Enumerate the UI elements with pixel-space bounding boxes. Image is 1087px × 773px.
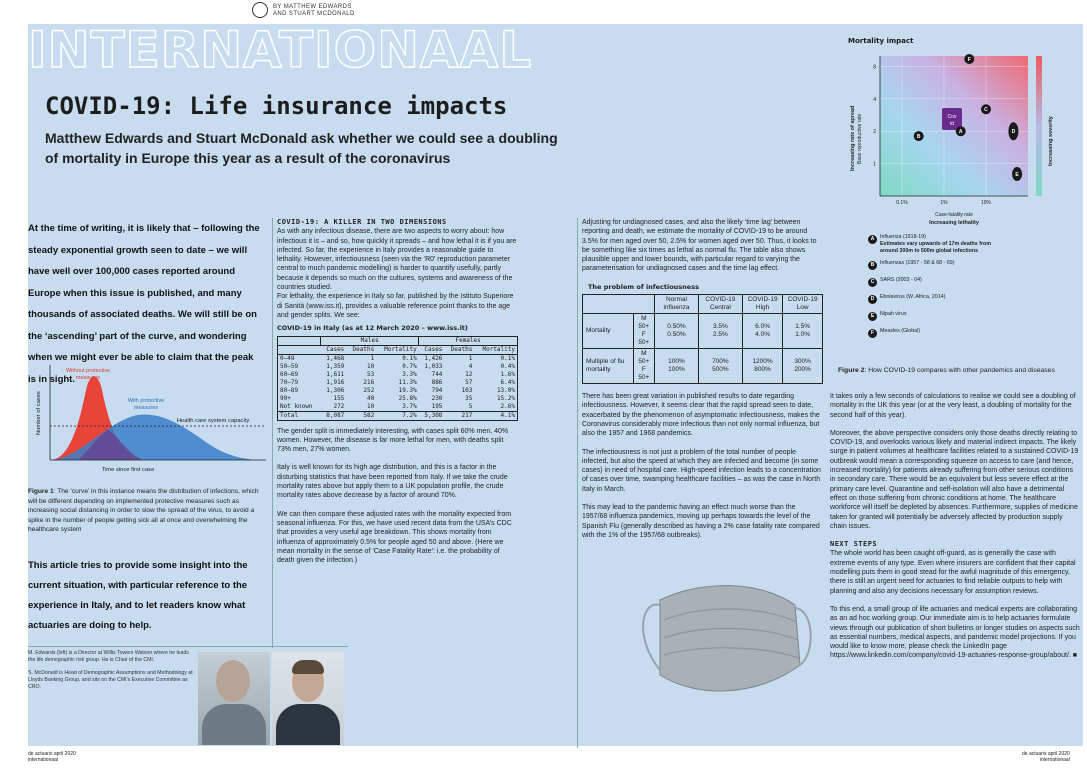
x-tick-label: 0.1% [896, 200, 908, 206]
author-photo-mcdonald [272, 652, 344, 745]
table-cell: 10 [366, 362, 375, 370]
table-cell: 1,468 [326, 354, 345, 362]
table-cell: 7.2% [376, 411, 419, 420]
table-cell: 6.0% 4.0% [742, 314, 782, 349]
table-row [278, 411, 518, 420]
table-cell: 1,426 [424, 354, 443, 362]
table-header-cell: Deaths [444, 345, 474, 354]
table-header-cell: Mortality [376, 345, 419, 354]
legend-note: Estimates vary upwards of 17m deaths from around 300m to 500m global infections [880, 241, 991, 254]
y-tick-label: 2 [873, 129, 876, 136]
footer-section: internationaal [1039, 757, 1070, 763]
table-row [278, 379, 518, 387]
legend-item [868, 260, 1005, 277]
italy-table-title: COVID-19 in Italy (as at 12 March 2020 – www.iss.it) [277, 324, 468, 333]
shoulders-shape [202, 704, 266, 745]
legend-key-icon: F [868, 329, 877, 338]
table-cell: 794 [431, 386, 443, 394]
table-cell: 50–59 [280, 362, 299, 370]
article-column-2 [277, 218, 517, 574]
paragraph: We can then compare these adjusted rates with the mortality expected from seasonal influenza. For this, we have used recent data from the USA’s CDC that provides a very useful age breakdown. This shows mortality from influenza of approximately 0.5% for people aged 50 and above. (Here we mean mortality in the sense of ‘Case Fatality Rate’: i.e. the probability of death given the infection.) [277, 510, 512, 565]
legend-item [868, 294, 1005, 311]
legend-item [868, 234, 1005, 260]
figure-2-caption-text: : How COVID-19 compares with other pandemics and diseases [864, 367, 1055, 374]
table-cell: 1 [370, 354, 375, 362]
section-heading: COVID-19: A KILLER IN TWO DIMENSIONS [277, 218, 447, 226]
paragraph: The gender split is immediately interesting, with cases split 60% men, 40% women. However, the disease is far more lethal for men, with deaths split 73% men, 27% women. [277, 427, 509, 454]
magazine-logo-icon [252, 2, 268, 18]
table-cell: 230 [431, 394, 443, 402]
figure-2-title: Mortality impact [848, 37, 914, 45]
table-cell: 70–79 [280, 378, 299, 386]
table-row [278, 371, 518, 379]
table-row [583, 314, 823, 349]
table-header-cell: COVID-19 Low [783, 295, 823, 314]
table-cell: 700% 500% [698, 349, 742, 384]
paragraph: For lethality, the experience in Italy so far, published by the Istituto Superiore di Sanità (www.iss.it), provides a valuable reference point thanks to the age and gender splits. We see: [277, 293, 514, 319]
paragraph: The whole world has been caught off-guard, as is generally the case with extreme events of any type. Even where insurers are confident that their capital modelling puts them in good stead for the awful magnitude of this emergency, there is still an urgent need for actuaries to find reliable outputs to help with planning and also any decisions necessary for assumption reviews. [830, 550, 1076, 595]
table-cell: Not known [280, 402, 313, 410]
paragraph: Italy is well known for its high age distribution, and this is a factor in the disturbing statistics that have been reported from Italy. If we take the crude mortality rates above but apply them to a UK population profile, the crude mortality rates above decrease by a factor of around 70%. [277, 464, 508, 500]
suit-shape [276, 704, 340, 745]
table-cell: 1 [468, 354, 473, 362]
table-header-cell: Cases [419, 345, 445, 354]
figure1-xlabel: Time since first case [101, 467, 155, 473]
table-cell: 35 [465, 394, 473, 402]
disease-point-label: A [958, 129, 963, 136]
legend-key-icon: A [868, 235, 877, 244]
y-tick-label: 1 [873, 161, 876, 168]
table-cell: 25.8% [398, 394, 417, 402]
table-cell: Mortality [583, 314, 634, 349]
figure-1-caption-text: : The ‘curve’ in this instance means the distribution of infections, which will be different depending on implemented protective measures such as increasing social distancing in order to slow the spread of the virus, to avoid a spike in the number of people getting sick all at once and overwhelming the healthcare system [28, 488, 259, 533]
legend-label: Ebolavirus (W. Africa, 2014) [880, 294, 946, 300]
table-cell: 5,308 [419, 411, 445, 420]
table-cell: 0.1% [402, 354, 417, 362]
table-row [278, 395, 518, 403]
table-cell: 1.5% 1.0% [783, 314, 823, 349]
legend-key-icon: B [868, 261, 877, 270]
table-cell: 1,306 [326, 386, 345, 394]
infectiousness-table-title: The problem of infectiousness [588, 282, 699, 291]
table-body [583, 314, 823, 384]
legend-item [868, 311, 1005, 328]
paragraph: As with any infectious disease, there are two aspects to worry about: how infectious it is – and so, how quickly it spreads – and how lethal it is if you are infected. So far, the experience in Italy provides a reasonable guide to lethality. However, infectiousness (seen via the ‘R0’ reproduction parameter central to much pandemic modelling) is harder to quantify usefully, partly because it depends so much on the cultures, systems and awareness of the countries studied. [277, 228, 517, 292]
table-cell: 10 [366, 402, 375, 410]
disease-point-label: C [984, 107, 988, 114]
legend-label: Nipah virus [880, 311, 907, 317]
article-intro-2: This article tries to provide some insight into the current situation, with particular reference to the experience in Italy, and to let readers know what actuaries are doing to help. [28, 560, 248, 631]
table-cell: 0–49 [280, 354, 295, 362]
covid-marker-label: Cov [947, 114, 957, 120]
table-header-row [583, 295, 823, 314]
figure-1-curve [28, 360, 268, 480]
table-cell: 6.4% [500, 378, 515, 386]
label-with-measures: With protective measures [127, 398, 165, 411]
table-cell: 216 [363, 378, 375, 386]
bio-edwards: M. Edwards (left) is a Director at Willis Towers Watson where he leads the life demographic risk group. He is Chair of the CMI. [28, 650, 189, 663]
column-divider [272, 218, 273, 648]
section-heading: NEXT STEPS [830, 540, 878, 549]
disease-point-label: D [1011, 129, 1016, 136]
table-header-cell [278, 345, 321, 354]
table-row [278, 363, 518, 371]
x-tick-label: 1% [940, 200, 948, 206]
table-cell: 60–69 [280, 370, 299, 378]
legend-label: SARS (2003 - 04) [880, 277, 922, 283]
article-title: COVID-19: Life insurance impacts [45, 92, 508, 120]
figure-1-caption [28, 487, 263, 535]
author-bios [28, 650, 193, 691]
top-byline [273, 4, 355, 18]
table-cell: 57 [465, 378, 473, 386]
table-cell: 2.6% [500, 402, 515, 410]
article-column-4 [830, 392, 1080, 670]
disease-point-label: B [916, 133, 921, 140]
disease-point-label: E [1015, 171, 1019, 178]
table-cell: 1200% 800% [742, 349, 782, 384]
article-standfirst: Matthew Edwards and Stuart McDonald ask whether we could see a doubling of mortality in Europe this year as a result of the coronavirus [45, 130, 558, 166]
table-cell: 1,916 [326, 378, 345, 386]
table-cell: 3.3% [402, 370, 417, 378]
figure1-ylabel: Number of cases [36, 391, 42, 435]
table-cell: 1,359 [326, 362, 345, 370]
figure2-ylabel-1: Increasing rate of spread [850, 105, 856, 171]
figure-2-legend [868, 234, 1005, 345]
bio-mcdonald: S. McDonald is Head of Demographic Assumptions and Methodology at Lloyds Banking Group, and sits on the CMI’s Executive Committee as CRO. [28, 670, 193, 690]
paragraph: It takes only a few seconds of calculations to realise we could see a doubling of mortality in the UK this year (or at the very least, a doubling of mortality for the second half of this year). [830, 393, 1076, 419]
table-header-cell: Cases [321, 345, 347, 354]
table-cell: 0.4% [500, 362, 515, 370]
table-header-cell: Normal influenza [655, 295, 699, 314]
table-cell: 1,611 [326, 370, 345, 378]
table-row [278, 403, 518, 412]
table-cell: 100% 100% [655, 349, 699, 384]
table-cell: 12 [465, 370, 473, 378]
table-cell: 0.7% [402, 362, 417, 370]
table-cell: M 50+ F 50+ [633, 349, 654, 384]
footer-left [28, 751, 76, 763]
table-cell: 4 [468, 362, 473, 370]
table-cell: 195 [431, 402, 443, 410]
table-cell: 19.3% [398, 386, 417, 394]
paragraph: There has been great variation in published results to date regarding infectiousness. However, it seems clear that the rapid spread seen to date, exacerbated by the phenomenon of asymptomatic infectiousness, makes the Coronavirus considerably more infectious than not only normal influenza, but also the 1957 and 1968 pandemics. [582, 393, 820, 438]
face-shape [216, 660, 250, 702]
paragraph: The infectiousness is not just a problem of the total number of people infected, but also the speed at which they are infected and become (in some cases) in need of hospital care. High-speed infection leads to a concentration of cases over time, swamping healthcare facilities – as was the case in North Italy in March. [582, 448, 821, 493]
table-cell: 252 [363, 386, 375, 394]
table-cell: 886 [431, 378, 443, 386]
severity-bar [1036, 56, 1042, 196]
table-cell: 5 [468, 402, 473, 410]
table-body [278, 354, 518, 420]
figure2-ylabel-2: Base reproductive rate [857, 113, 863, 164]
table-cell: 1.6% [500, 370, 515, 378]
footer-right [1022, 751, 1070, 763]
byline-line-2: AND STUART MCDONALD [273, 11, 355, 17]
x-tick-label: 10% [980, 200, 991, 206]
table-cell: 11.3% [398, 378, 417, 386]
table-cell: 13.0% [496, 386, 515, 394]
paragraph: This may lead to the pandemic having an effect much worse than the 1957/68 influenza pandemics, moving up perhaps towards the level of the Spanish Flu (generally described as having a 2% case fatality rate compared with the 1% of the 1957/68 outbreaks). [582, 504, 820, 539]
table-header-cell: Mortality [474, 345, 517, 354]
table-header-cell [583, 295, 655, 314]
hair-shape [292, 660, 324, 674]
table-cell: Total [278, 411, 321, 420]
table-cell: 0.50% 0.50% [655, 314, 699, 349]
byline-line-1: BY MATTHEW EDWARDS [273, 4, 352, 10]
paragraph: Adjusting for undiagnosed cases, and also the likely ‘time lag’ between reporting and death, we estimate the mortality of COVID-19 to be around 3.5% for men aged over 50, 2.5% for women aged over 50. Thus, it looks to be something like six times as lethal as normal flu. The table also shows plausible upper and lower bounds, with particular regard to varying the parameterisation for undiagnosed cases and the time lag effect. [582, 219, 817, 273]
covid-marker-label: id [950, 121, 954, 127]
figure-2-caption [838, 366, 1078, 375]
table-cell: 272 [333, 402, 345, 410]
infectiousness-table [582, 294, 823, 384]
table-header-cell: Deaths [346, 345, 376, 354]
table-cell: 15.2% [496, 394, 515, 402]
y-tick-label: 8 [873, 64, 876, 71]
table-cell: 0.1% [500, 354, 515, 362]
table-cell: 53 [366, 370, 375, 378]
figure2-xlabel-2: Increasing lethality [929, 220, 979, 226]
figure-1-caption-label: Figure 1 [28, 488, 54, 495]
legend-key-icon: C [868, 278, 877, 287]
italy-table [277, 336, 518, 421]
legend-label: Influenzas (1957 - 58 & 68 - 69) [880, 260, 955, 266]
label-without-measures: Without protective measures [65, 368, 111, 381]
legend-item [868, 328, 1005, 345]
table-cell: Multiple of flu mortality [583, 349, 634, 384]
table-group-row [278, 336, 518, 345]
footer-publication: de actuaris april 2020 [1022, 751, 1070, 757]
figure2-xlabel-1: Case-fatality rate [935, 212, 973, 218]
table-cell: 80–89 [280, 386, 299, 394]
label-capacity: Health care system capacity [176, 418, 250, 424]
article-intro: At the time of writing, it is likely that – following the steady exponential growth seen to date – we will have well over 100,000 cases reported around Europe when this issue is published, and many thousands of associated deaths. We will still be on the ‘ascending’ part of the curve, and wondering when we might ever be able to claim that the peak is in sight. [28, 223, 260, 385]
table-cell: 8,087 [321, 411, 347, 420]
figure-2-chart [840, 46, 1060, 232]
section-kicker: INTERNATIONAAL [28, 21, 533, 79]
group-males: Males [321, 336, 419, 345]
table-cell: 3.7% [402, 402, 417, 410]
legend-key-icon: D [868, 295, 877, 304]
legend-label: Influenza (1918-19) [880, 234, 926, 240]
table-row [583, 349, 823, 384]
table-header-row [278, 345, 518, 354]
column-divider [577, 218, 578, 748]
table-row [278, 354, 518, 363]
table-header-cell: COVID-19 Central [698, 295, 742, 314]
table-cell: 103 [461, 386, 473, 394]
paragraph: Moreover, the above perspective considers only those deaths directly relating to COVID-19, and overlooks various likely and material indirect impacts. The likely surge in patient volumes at healthcare facilities related to a sustained COVID-19 outbreak would mean a corresponding squeeze on access to care (and hence, increased mortality) for patients already suffering from other serious conditions in secondary care. There would be an equivalent but less severe effect at the primary care level. Quarantine and self-isolation will also have a detrimental effect on those suffering from chronic conditions at home. The healthcare workforce will itself be depleted by absences. Furthermore, supplies of medicine taken for granted will potentially be adversely affected by production supply chain issues. [830, 429, 1079, 530]
table-cell: M 50+ F 50+ [633, 314, 654, 349]
column-divider [28, 646, 348, 647]
figure2-severity-label: Increasing severity [1048, 116, 1054, 166]
table-cell: 1,033 [424, 362, 443, 370]
legend-item [868, 277, 1005, 294]
table-row [278, 387, 518, 395]
table-cell: 40 [366, 394, 375, 402]
article-column-3 [582, 218, 822, 549]
table-header-cell: COVID-19 High [742, 295, 782, 314]
table-cell: 582 [346, 411, 376, 420]
author-photo-edwards [198, 652, 270, 745]
table-cell: 4.1% [474, 411, 517, 420]
footer-publication: de actuaris april 2020 [28, 751, 76, 757]
legend-label: Measles (Global) [880, 328, 921, 334]
disease-point-label: F [967, 56, 971, 63]
figure-2-caption-label: Figure 2 [838, 367, 865, 374]
table-cell: 90+ [280, 394, 291, 402]
table-header-empty [278, 336, 321, 345]
table-cell: 217 [444, 411, 474, 420]
paragraph: To this end, a small group of life actuaries and medical experts are collaborating as an ad hoc working group. Our immediate aim is to help actuaries formulate views through our publication of short bulletins or longer studies on aspects such as essential numbers, medical aspects, and pandemic model projections. If you would like to know more, please check the LinkedIn page https://www.linkedin.com/company/covid-19-actuaries-response-group/about/. ■ [830, 605, 1080, 660]
legend-key-icon: E [868, 312, 877, 321]
y-tick-label: 4 [873, 96, 876, 103]
footer-section: internationaal [28, 757, 59, 763]
table-cell: 3.5% 2.5% [698, 314, 742, 349]
table-cell: 155 [333, 394, 345, 402]
table-cell: 300% 200% [783, 349, 823, 384]
table-cell: 744 [431, 370, 443, 378]
face-mask-illustration [630, 560, 815, 710]
group-females: Females [419, 336, 518, 345]
